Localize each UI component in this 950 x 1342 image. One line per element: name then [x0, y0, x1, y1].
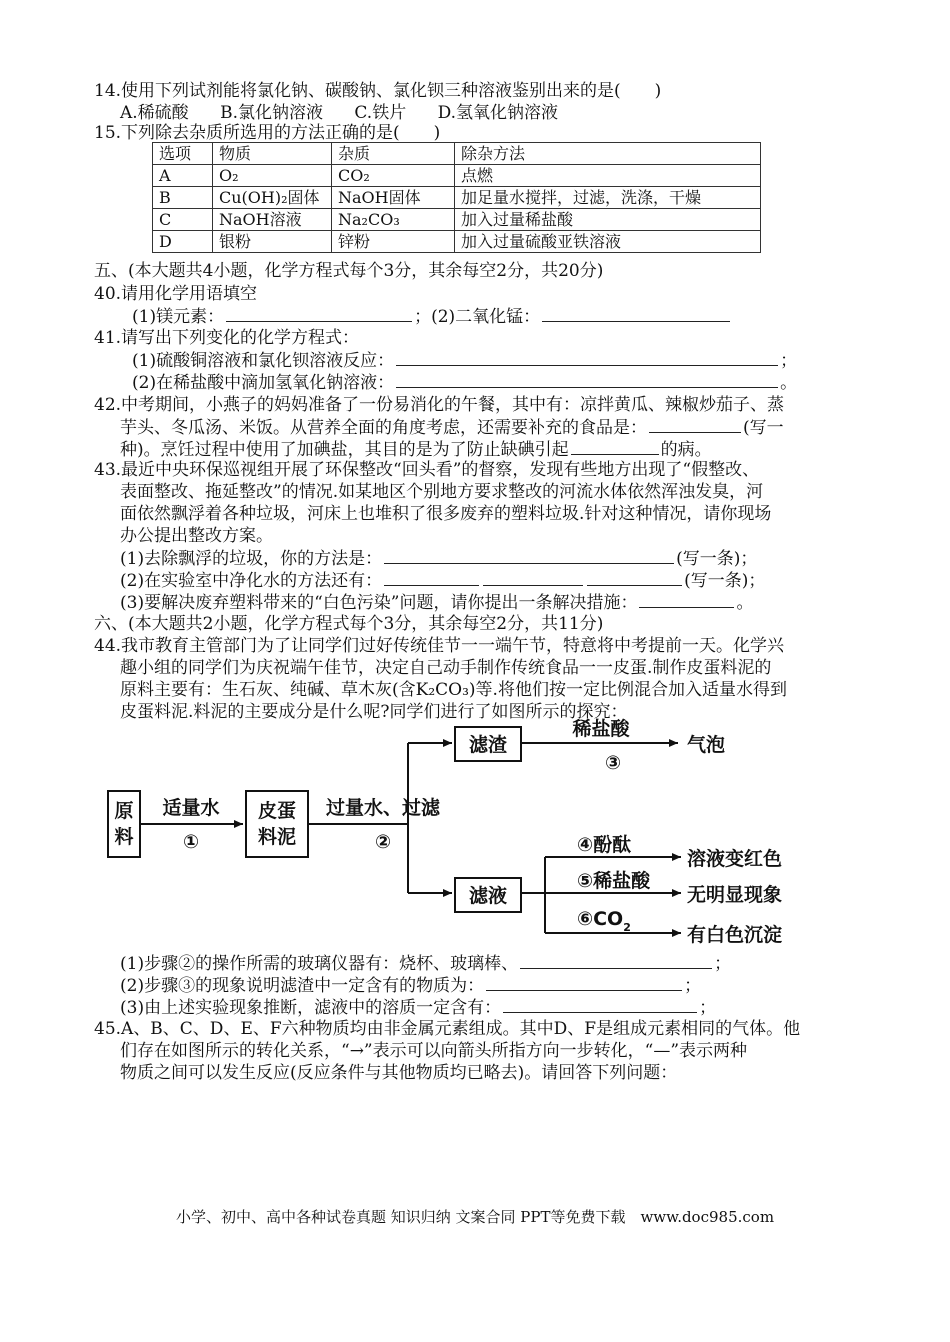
q40-separator: ； [414, 307, 432, 327]
step-5-result: 无明显现象 [687, 884, 783, 906]
bubbles-result: 气泡 [687, 734, 726, 756]
q40-blank-2[interactable] [542, 305, 730, 322]
table-cell: NaOH固体 [332, 187, 455, 209]
q43-part2 [120, 569, 765, 592]
step-3-label: 稀盐酸 [572, 718, 630, 740]
q44-line-1: 44.我市教育主管部门为了让同学们过好传统佳节一一端午节，特意将中考提前一天。化学兴 [94, 636, 785, 656]
q43-blank-3[interactable] [483, 569, 583, 586]
q43-line-2: 表面整改、拖延整改”的情况.如某地区个别地方要求整改的河流水体依然浑浊发臭，河 [120, 482, 764, 502]
table-cell: A [153, 165, 213, 187]
step-4-label: ④酚酞 [577, 834, 632, 856]
q41-part2-end: 。 [780, 373, 798, 393]
q42-blank-2[interactable] [571, 438, 659, 455]
q43-blank-5[interactable] [639, 591, 734, 608]
q44-part2 [120, 974, 701, 997]
page-footer: 小学、初中、高中各种试卷真题 知识归纳 文案合同 PPT等免费下载 www.doc985.com [175, 1208, 775, 1226]
q40-answers [132, 305, 732, 328]
section-6-heading: 六、(本大题共2小题，化学方程式每个3分，其余每空2分，共11分) [94, 614, 604, 634]
q42-blank-1[interactable] [649, 416, 741, 433]
q42-line-3-text: 种)。烹饪过程中使用了加碘盐，其目的是为了防止缺碘引起 [120, 440, 569, 460]
q42-line-1: 42.中考期间，小燕子的妈妈准备了一份易消化的午餐，其中有：凉拌黄瓜、辣椒炒茄子、蒸 [94, 395, 785, 415]
table-header-cell: 物质 [213, 143, 332, 165]
q14-option-b[interactable]: B.氯化钠溶液 [220, 103, 323, 123]
q44-part3-label: (3)由上述实验现象推断，滤液中的溶质一定含有： [120, 998, 502, 1018]
q43-part2-end: (写一条)； [684, 571, 766, 591]
q45-line-3: 物质之间可以发生反应(反应条件与其他物质均已略去)。请回答下列问题： [120, 1063, 678, 1083]
q40-part1-label: (1)镁元素： [132, 307, 225, 327]
q43-part3 [120, 591, 753, 614]
q43-part1 [120, 547, 757, 570]
residue-label: 滤渣 [468, 734, 508, 756]
step-6-result: 有白色沉淀 [687, 924, 783, 946]
table-cell: 加入过量硫酸亚铁溶液 [455, 231, 761, 253]
q40-part2-label: (2)二氧化锰： [431, 307, 541, 327]
q41-stem: 41.请写出下列变化的化学方程式： [94, 328, 360, 348]
table-cell: 加入过量稀盐酸 [455, 209, 761, 231]
step-1-label: 适量水 [162, 797, 220, 819]
q43-line-1: 43.最近中央环保巡视组开展了环保整改“回头看”的督察，发现有些地方出现了“假整改、 [94, 460, 760, 480]
q44-blank-3[interactable] [503, 996, 697, 1013]
table-cell: 锌粉 [332, 231, 455, 253]
q41-part1-end: ； [780, 351, 798, 371]
q43-line-3: 面依然飘浮着各种垃圾，河床上也堆积了很多废弃的塑料垃圾.针对这种情况，请你现场 [120, 504, 772, 524]
q44-part2-label: (2)步骤③的现象说明滤渣中一定含有的物质为： [120, 976, 485, 996]
q41-part2 [132, 371, 797, 394]
q44-part1 [120, 952, 731, 975]
q43-part3-end: 。 [736, 593, 754, 613]
step-3-number: ③ [604, 752, 622, 774]
q44-blank-2[interactable] [486, 974, 682, 991]
table-cell: 银粉 [213, 231, 332, 253]
step-6-label [577, 908, 631, 934]
q43-blank-4[interactable] [587, 569, 682, 586]
table-cell: 点燃 [455, 165, 761, 187]
q15-table [152, 142, 761, 253]
q43-part1-end: (写一条)； [676, 549, 758, 569]
q14-stem: 14.使用下列试剂能将氯化钠、碳酸钠、氯化钡三种溶液鉴别出来的是( ) [94, 81, 662, 101]
step-2-number: ② [374, 831, 392, 853]
q15-stem: 15.下列除去杂质所选用的方法正确的是( ) [94, 123, 441, 143]
table-row [153, 187, 761, 209]
table-row [153, 165, 761, 187]
table-row [153, 231, 761, 253]
egg-mud-label-1: 皮蛋 [257, 800, 297, 822]
q42-line-2 [120, 416, 784, 439]
section-5-heading: 五、(本大题共4小题，化学方程式每个3分，其余每空2分，共20分) [94, 261, 604, 281]
q44-part1-end: ； [714, 954, 732, 974]
q44-part1-label: (1)步骤②的操作所需的玻璃仪器有：烧杯、玻璃棒、 [120, 954, 519, 974]
step-5-label: ⑤稀盐酸 [577, 870, 651, 892]
filtrate-label: 滤液 [468, 885, 508, 907]
egg-mud-label-2: 料泥 [257, 826, 297, 848]
q42-line-2-end: (写一 [743, 418, 784, 438]
table-cell: 加足量水搅拌，过滤，洗涤，干燥 [455, 187, 761, 209]
q45-line-1: 45.A、B、C、D、E、F六种物质均由非金属元素组成。其中D、F是组成元素相同的气体。他 [94, 1019, 801, 1039]
q44-blank-1[interactable] [520, 952, 712, 969]
q41-part1-label: (1)硫酸铜溶液和氯化钡溶液反应： [132, 351, 395, 371]
q41-blank-2[interactable] [396, 371, 778, 388]
table-cell: B [153, 187, 213, 209]
q43-line-4: 办公提出整改方案。 [120, 526, 273, 546]
q14-option-a[interactable]: A.稀硫酸 [120, 103, 189, 123]
q14-options [120, 102, 584, 124]
table-cell: D [153, 231, 213, 253]
step-4-result: 溶液变红色 [687, 848, 783, 870]
table-header-row [153, 143, 761, 165]
q44-line-2: 趣小组的同学们为庆祝端午佳节，决定自己动手制作传统食品一一皮蛋.制作皮蛋料泥的 [120, 658, 772, 678]
q42-line-3-end: 的病。 [660, 440, 712, 460]
step-6-text: ⑥CO [577, 908, 624, 930]
q40-stem: 40.请用化学用语填空 [94, 284, 258, 304]
q43-part2-label: (2)在实验室中净化水的方法还有： [120, 571, 383, 591]
q42-line-2-text: 芋头、冬瓜汤、米饭。从营养全面的角度考虑，还需要补充的食品是： [120, 418, 647, 438]
q40-blank-1[interactable] [226, 305, 412, 322]
table-cell: C [153, 209, 213, 231]
table-row [153, 209, 761, 231]
q44-part3 [120, 996, 716, 1019]
q41-part2-label: (2)在稀盐酸中滴加氢氧化钠溶液： [132, 373, 395, 393]
raw-material-label-1: 原 [114, 800, 134, 822]
step-1-number: ① [182, 831, 200, 853]
q43-part3-label: (3)要解决废弃塑料带来的“白色污染”问题，请你提出一条解决措施： [120, 593, 638, 613]
q14-option-d[interactable]: D.氢氧化钠溶液 [437, 103, 559, 123]
table-header-cell: 除杂方法 [455, 143, 761, 165]
q43-part1-label: (1)去除飘浮的垃圾，你的方法是： [120, 549, 383, 569]
step-6-subscript: 2 [623, 921, 631, 934]
table-header-cell: 选项 [153, 143, 213, 165]
experiment-flow-diagram [93, 713, 817, 948]
q41-blank-1[interactable] [396, 349, 778, 366]
q41-part1 [132, 349, 797, 372]
table-header-cell: 杂质 [332, 143, 455, 165]
q44-line-3: 原料主要有：生石灰、纯碱、草木灰(含K₂CO₃)等.将他们按一定比例混合加入适量水得到 [120, 680, 787, 700]
q14-option-c[interactable]: C.铁片 [354, 103, 407, 123]
table-cell: NaOH溶液 [213, 209, 332, 231]
table-cell: Na₂CO₃ [332, 209, 455, 231]
q44-part2-end: ； [684, 976, 702, 996]
table-cell: CO₂ [332, 165, 455, 187]
q43-blank-1[interactable] [384, 547, 674, 564]
q42-line-3 [120, 438, 712, 461]
q44-part3-end: ； [699, 998, 717, 1018]
q43-blank-2[interactable] [384, 569, 479, 586]
q45-line-2: 们存在如图所示的转化关系，“→”表示可以向箭头所指方向一步转化，“—”表示两种 [120, 1041, 748, 1061]
table-cell: Cu(OH)₂固体 [213, 187, 332, 209]
q44-line-4: 皮蛋料泥.料泥的主要成分是什么呢?同学们进行了如图所示的探究： [120, 702, 628, 722]
step-2-label: 过量水、过滤 [325, 797, 441, 819]
raw-material-label-2: 料 [114, 826, 134, 848]
table-cell: O₂ [213, 165, 332, 187]
